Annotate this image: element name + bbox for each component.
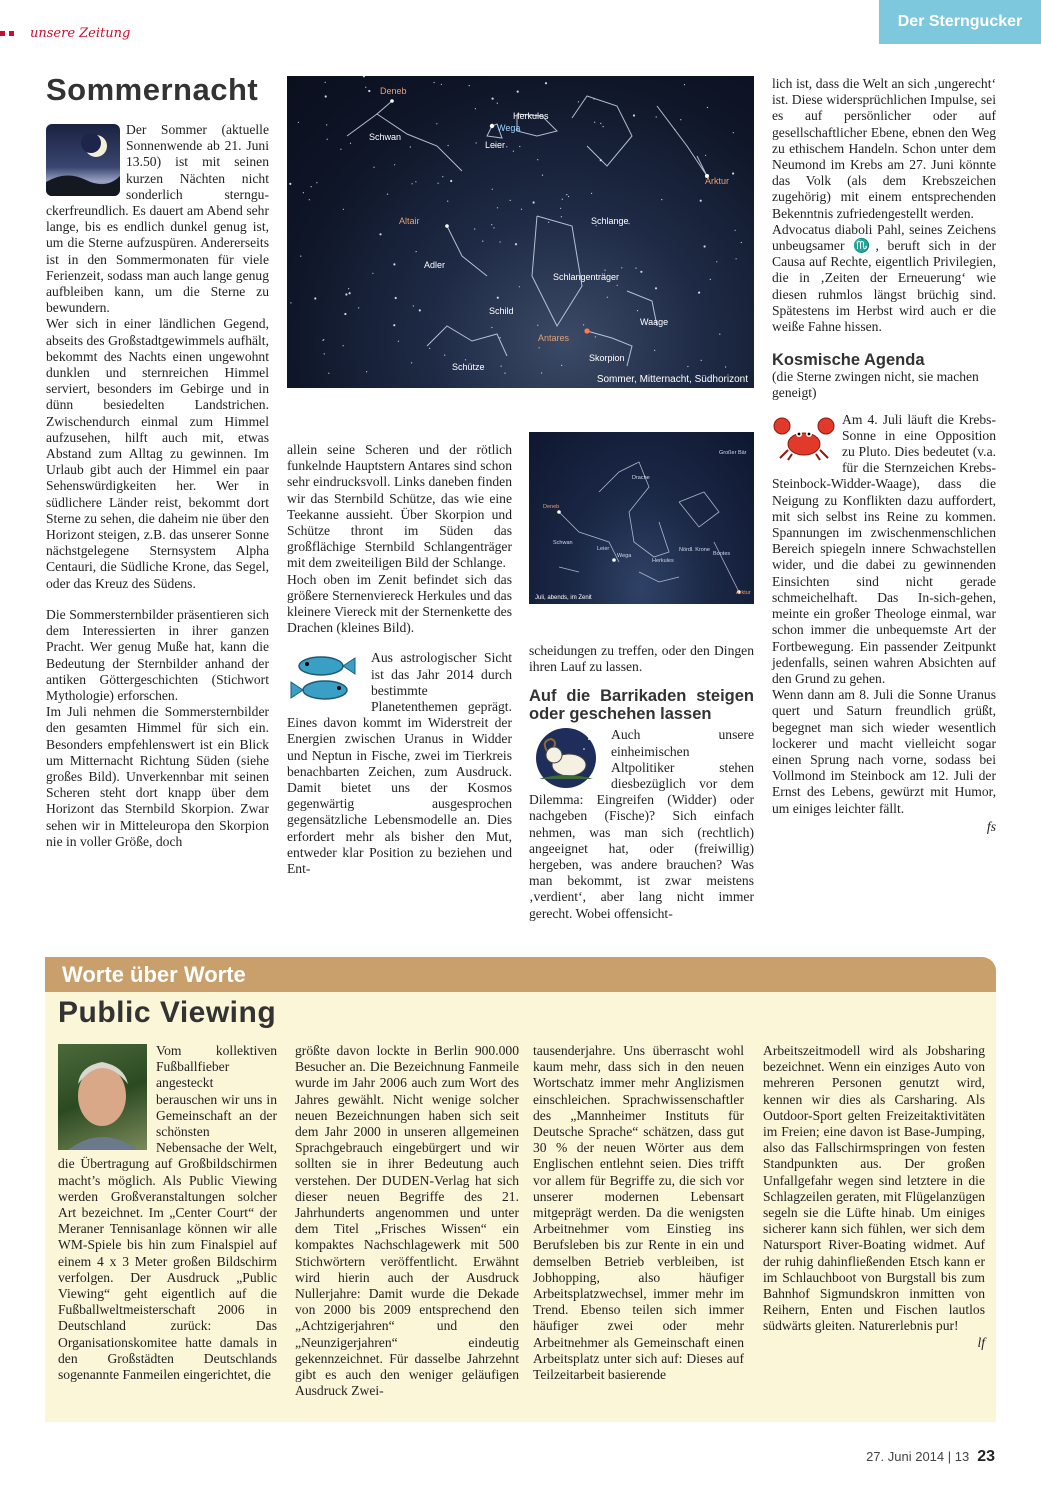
star bbox=[436, 123, 437, 124]
star bbox=[491, 327, 492, 328]
star bbox=[325, 95, 327, 97]
star bbox=[633, 114, 635, 116]
star bbox=[493, 227, 494, 228]
star bbox=[661, 199, 662, 200]
star bbox=[328, 373, 329, 374]
sky-label: Skorpion bbox=[589, 353, 625, 363]
star bbox=[656, 116, 657, 117]
paragraph: scheidungen zu treffen, oder den Dingen ihren Lauf zu lassen. bbox=[529, 643, 754, 675]
star bbox=[519, 146, 520, 147]
paragraph: tausenderjahre. Uns überrascht wohl kaum mehr, dass sich in den neuen Wortschatz immer mehr Anglizismen einschleichen. Sprachwissenschaftler des „Mannheimer Instituts für Deutsche Sprache“ schätzen, dass gut 30 % der neuen Wörter aus dem Englischen entlehnt seien. Dies trifft vor allem für Begriffe zu, die sich vor unserer modernen Lebensart mitgeprägt werden. Da die wenigsten Arbeitnehmer vom Einstieg ins Berufsleben bis zur Rente in ein und demselben Betrieb verbleiben, ist Jobhopping, also häufiger Arbeitsplatzwechsel, immer mehr im Trend. Ebenso teilen sich immer häufiger zwei oder mehr Arbeitnehmer als Gemeinschaft einen Arbeitsplatz unter sich auf: Dieses auf Teilzeitarbeit basierende bbox=[533, 1043, 744, 1383]
sky-label: Herkules bbox=[652, 558, 674, 564]
subheading: Kosmische Agenda bbox=[772, 351, 925, 370]
star bbox=[591, 193, 592, 194]
star bbox=[710, 279, 711, 280]
paragraph: lich ist, dass die Welt an sich ‚ungerecht‘ ist. Diese widersprüchlichen Impulse, sei es auf persönlicher oder auf gesellschaftlicher Ebene, ebnen den Weg zu ethischem Handeln. Schon unter dem Neumond im Krebs am 27. Juni könnte das Volk (als dem Krebszeichen zugehörig) mit einem entsprechenden Bekenntnis zufriedengestellt werden. bbox=[772, 76, 996, 221]
star bbox=[411, 362, 412, 363]
star bbox=[500, 241, 501, 242]
sky-label: Arktur bbox=[736, 590, 751, 596]
star bbox=[701, 360, 702, 361]
sky-label: Bootes bbox=[713, 551, 731, 557]
star bbox=[416, 251, 417, 252]
star bbox=[704, 245, 706, 247]
paragraph: Der Sommer (aktuelle Sonnenwende ab 21. Juni 13.50) ist mit seinen kurzen Nächten nicht sonderlich sternguckerfreundlich. Es dauert am Abend sehr lange, bis es endlich dunkel genug ist, um die Sterne aufzuspüren. Andererseits ist in den Sommermonaten für viele Ferienzeit, sodass man auch lange genug aufbleiben kann, um die Sterne zu bewundern. bbox=[46, 122, 269, 316]
sky-label: Arktur bbox=[705, 176, 730, 186]
star bbox=[655, 287, 657, 289]
article-column-4 bbox=[772, 76, 996, 835]
star bbox=[735, 230, 736, 231]
star bbox=[492, 189, 493, 190]
star bbox=[684, 84, 685, 85]
star bbox=[600, 159, 602, 161]
star bbox=[395, 297, 397, 299]
star bbox=[448, 145, 449, 146]
paragraph: Auch unsere einheimischen Altpolitiker stehen diesbezüglich vor dem Dilemma: Eingreifen (Widder) oder nachgeben (Fische)? Sich einfach nehmen, was man sich (rechtlich) angeeignet hat, oder (freiwillig) hergeben, was andere brauchen? Was man bekommt, ist zwar meistens ‚verdient‘, aber lang nicht immer gerecht. Wobei offensicht- bbox=[529, 727, 754, 921]
paragraph: Am 4. Juli läuft die Krebs-Sonne in eine Opposition zu Pluto. Dies bedeutet (v.a. für die Sternzeichen Krebs-Steinbock-Widder-Waage), dass die Neigung zu Konflikten dazu auffordert, mit sich selbst ins Reine zu kommen. Spannungen im zwischenmenschlichen Bereich spiegeln innere Schwachstellen wider, und die dabei zu gewinnenden Einsichten sind nicht gerade schmeichelhaft. Das In-sich-gehen, meinte ein großer Theologe einmal, war schon immer die unbequemste Art der Fortbewegung. Ein passender Zeitpunkt jedenfalls, seinen wahren Absichten auf den Grund zu gehen. bbox=[772, 411, 996, 686]
paragraph: Advocatus diaboli Pahl, seines Zeichens unbeugsamer ♏, beruft sich in der Causa auf Rechte, eigentlich Privilegien, die in ‚Zeiten der Erneuerung‘ wie diesen ruhmlos längst brüchig sind. Spätestens im Herbst wird auch er die weiße Fahne hissen. bbox=[772, 221, 996, 335]
star bbox=[500, 337, 501, 338]
july-sky-map-zenith bbox=[529, 432, 754, 604]
red-square-icon bbox=[9, 31, 14, 36]
star bbox=[350, 143, 351, 144]
box-kicker: Worte über Worte bbox=[62, 962, 246, 987]
star bbox=[358, 307, 359, 308]
star bbox=[604, 270, 605, 271]
star bbox=[537, 325, 538, 326]
summer-sky-map-south bbox=[287, 76, 754, 388]
star bbox=[438, 183, 439, 184]
article-column-2 bbox=[287, 442, 512, 877]
star bbox=[595, 336, 596, 337]
star bbox=[566, 194, 567, 195]
star bbox=[561, 365, 562, 366]
sky-label: Deneb bbox=[543, 504, 560, 510]
star bbox=[515, 243, 517, 245]
paragraph: Arbeitszeitmodell wird als Jobsharing bezeichnet. Wenn ein einziges Auto von mehreren Personen genutzt wird, kennen wir dies als Carsharing. Als Outdoor-Sport gelten Freizeitaktivitäten im Freien; eine davon ist Base-Jumping, also das Fallschirmspringen von festen Standpunkten aus. Der großen Unfallgefahr wegen sind letztere in die Schlagzeilen geraten, mit Flügelanzügen segeln sie die Lüfte hinab. Um einiges sicherer kann sich fühlen, wer sich dem Natursport River-Boating widmet. Auf der ruhig dahinfließenden Etsch kann er im Schlauchboot von Burgstall bis zum Bahnhof Sigmundskron inmitten von Reihern, Enten und Fischen lautlos südwärts gleiten. Naturerlebnis pur! bbox=[763, 1043, 985, 1334]
paragraph: Wer sich in einer ländlichen Gegend, abseits des Großstadtgewimmels aufhält, bekommt des Nachts einen ungewohnt dunklen und sternreichen Himmel serviert, besonders im Gebirge und in dünn besiedelten Landstrichen. Zwischendurch einmal zum Himmel aufzusehen, hilft auch mit, etwas Abstand zum Alltag zu gewinnen. Im Urlaub gibt auch der Himmel ein paar Sehenswürdigkeiten her. Wer in südlichere Länder reist, bekommt dort Sterne zu sehen, die daheim nie über den Horizont steigen, z.B. das unserer Sonne nächstgelegene Sternsystem Alpha Centauri, die Südliche Krone, das Segel, oder das Kreuz des Südens. bbox=[46, 316, 269, 591]
star bbox=[343, 209, 344, 210]
star bbox=[716, 261, 717, 262]
star bbox=[345, 293, 347, 295]
box-column-4 bbox=[763, 1043, 985, 1351]
star bbox=[311, 186, 312, 187]
star bbox=[705, 155, 706, 156]
paragraph: Vom kollektiven Fußballfieber angesteckt berauschen wir uns in Gemeinschaft an der schönsten Nebensache der Welt, die Übertragung auf Großbildschirmen macht’s möglich. Als Public Viewing werden Großveranstaltungen solcher Art bezeichnet. Im „Center Court“ der Meraner Tennisanlage können wir alle WM-Spiele bis hin zum Finalspiel auf einem 4 x 3 Meter großen Bildschirm verfolgen. Der Ausdruck „Public Viewing“ geht eigentlich auf die Fußballweltmeisterschaft 2006 in Deutschland zurück: Das Organisationskomitee hatte damals in den Großstädten Deutschlands sogenannte Fanmeilen eingerichtet, die bbox=[58, 1043, 277, 1383]
sky-label: Schwan bbox=[369, 132, 402, 142]
sky-label: Leier bbox=[485, 140, 506, 150]
page-number: 23 bbox=[977, 1448, 995, 1465]
star bbox=[497, 297, 499, 299]
star bbox=[680, 119, 681, 120]
star bbox=[393, 324, 395, 326]
page-footer bbox=[866, 1448, 995, 1466]
star bbox=[504, 373, 505, 374]
star bbox=[415, 181, 416, 182]
star bbox=[474, 228, 475, 229]
star bbox=[517, 91, 519, 93]
star bbox=[698, 292, 700, 294]
subheading: Auf die Barrikaden steigen oder geschehen lassen bbox=[529, 687, 754, 724]
star bbox=[442, 176, 443, 177]
masthead-logo bbox=[0, 24, 130, 46]
star bbox=[419, 309, 421, 311]
sky-label: Antares bbox=[538, 333, 570, 343]
star bbox=[366, 371, 367, 372]
star bbox=[674, 129, 675, 130]
star bbox=[412, 183, 413, 184]
star bbox=[506, 146, 507, 147]
star bbox=[475, 108, 476, 109]
star bbox=[541, 372, 542, 373]
sky-label: Schütze bbox=[452, 362, 485, 372]
box-title: Public Viewing bbox=[58, 996, 277, 1029]
star bbox=[387, 194, 388, 195]
star bbox=[327, 139, 328, 140]
red-square-icon bbox=[0, 31, 5, 36]
box-column-3 bbox=[533, 1043, 744, 1383]
article-title: Sommernacht bbox=[46, 72, 259, 107]
star bbox=[393, 263, 395, 265]
star bbox=[733, 132, 734, 133]
sky-map-caption: Juli, abends, im Zenit bbox=[535, 595, 592, 601]
sky-label: Altair bbox=[399, 216, 420, 226]
star bbox=[465, 359, 466, 360]
sky-label: Wega bbox=[497, 123, 521, 133]
sky-label: Großer Bär bbox=[719, 450, 747, 456]
star bbox=[491, 224, 492, 225]
star bbox=[298, 122, 299, 123]
star bbox=[561, 216, 562, 217]
star bbox=[314, 297, 316, 299]
star bbox=[326, 124, 327, 125]
star bbox=[568, 196, 569, 197]
star bbox=[429, 348, 430, 349]
star bbox=[309, 199, 310, 200]
star bbox=[316, 182, 317, 183]
star bbox=[732, 172, 734, 174]
star bbox=[533, 201, 535, 203]
star bbox=[413, 305, 414, 306]
star bbox=[492, 98, 494, 100]
paragraph: allein seine Scheren und der rötlich funkelnde Hauptstern Antares sind schon sehr eindrucksvoll. Links daneben finden wir das Sternbild Schütze, das wie eine Teekanne aussieht. Über Skorpion und Schütze thront im Süden das großflächige Sternbild Schlangenträger mit dem zweiteiligen Bild der Schlange. bbox=[287, 442, 512, 571]
star bbox=[687, 366, 688, 367]
star bbox=[603, 126, 604, 127]
star bbox=[482, 241, 483, 242]
paragraph: Aus astrologischer Sicht ist das Jahr 2014 durch bestimmte Planetenthemen geprägt. Eines davon kommt im Widerstreit der Energien zwischen Uranus in Widder und Neptun in Fische, zwei im Tierkreis benachbarten Zeichen, zum Ausdruck. Damit bietet uns der Kosmos gegenwärtig ausgesprochen gegensätzliche Lebensmodelle an. Dies erfordert mehr als bisher den Mut, entweder klar Position zu beziehen und Ent- bbox=[287, 650, 512, 877]
star bbox=[340, 149, 341, 150]
sky-label: Nördl. Krone bbox=[679, 547, 710, 553]
sky-label: Drache bbox=[632, 475, 650, 481]
pisces-icon bbox=[287, 650, 367, 712]
star bbox=[617, 285, 618, 286]
star bbox=[394, 164, 395, 165]
star bbox=[398, 341, 399, 342]
sky-label: Schlange bbox=[591, 216, 629, 226]
paragraph: Die Sommersternbilder präsentieren sich dem Interessierten in ihrer ganzen Pracht. Wer genug Muße hat, kann die Bedeutung der Sternbilder anhand der antiken Göttergeschichten (Stichwort Mythologie) erforschen. bbox=[46, 606, 269, 703]
star bbox=[545, 82, 547, 84]
author-signature: fs bbox=[986, 818, 996, 834]
star bbox=[621, 267, 622, 268]
star bbox=[593, 98, 594, 99]
box-column-1 bbox=[58, 1043, 277, 1383]
star bbox=[497, 103, 498, 104]
star bbox=[513, 151, 514, 152]
star bbox=[325, 82, 326, 83]
star bbox=[444, 355, 445, 356]
star bbox=[510, 200, 511, 201]
star bbox=[450, 180, 452, 182]
author-signature: lf bbox=[977, 1334, 985, 1350]
sky-label: Waage bbox=[640, 317, 669, 327]
star bbox=[637, 310, 638, 311]
star bbox=[707, 107, 708, 108]
star bbox=[343, 345, 344, 346]
paragraph: größte davon lockte in Berlin 900.000 Besucher an. Die Bezeichnung Fanmeile wurde im Jahr 2006 auch zum Wort des Jahres gewählt. Nicht wenige solcher neuen Bezeichnungen haben sich seit dem Jahr 2000 in unseren allgemeinen Sprachgebrauch eingebürgert und wir sollten sie in ihrer Bedeutung auch verstehen. Der DUDEN-Verlag hat sich dieser neuen Begriffe des 21. Jahrhunderts angenommen und unter dem Titel „Frisches Wissen“ ein kompaktes Nachschlagewerk mit 500 Stichwörtern veröffentlicht. Erwähnt wird hierin auch der Ausdruck Nullerjahre: Damit wurde die Dekade von 2000 bis 2009 entsprechend den „Achtzigerjahren“ und den „Neunzigerjahren“ eindeutig gekennzeichnet. Für dasselbe Jahrzehnt gibt es auch den weniger geläufigen Ausdruck Zwei- bbox=[295, 1043, 519, 1399]
sky-label: Deneb bbox=[380, 86, 407, 96]
sky-label: Wega bbox=[617, 553, 632, 559]
logo-text: unsere Zeitung bbox=[30, 25, 131, 41]
star bbox=[539, 347, 540, 348]
paragraph: Wenn dann am 8. Juli die Sonne Uranus quert und Saturn freundlich grüßt, begegnet man sich wieder wesentlich lockerer und macht vielleicht sogar einen Sprung nach vorne, sodass bei Vollmond im Steinbock am 12. Juli der Ernst des Lebens, gewürzt mit Humor, um einiges leichter fällt. bbox=[772, 687, 996, 816]
star bbox=[348, 288, 349, 289]
star bbox=[741, 242, 742, 243]
box-header-band bbox=[45, 957, 996, 992]
aries-icon bbox=[529, 727, 607, 791]
star bbox=[303, 192, 304, 193]
star bbox=[373, 167, 374, 168]
star bbox=[537, 159, 538, 160]
star bbox=[628, 223, 629, 224]
star bbox=[324, 353, 325, 354]
section-tag: Der Sterngucker bbox=[879, 0, 1041, 44]
star bbox=[447, 201, 448, 202]
sky-map-caption: Sommer, Mitternacht, Südhorizont bbox=[596, 374, 748, 385]
star bbox=[363, 76, 365, 77]
star bbox=[562, 199, 563, 200]
star bbox=[349, 292, 351, 294]
star bbox=[725, 366, 726, 367]
paragraph: Hoch oben im Zenit befindet sich das größere Sternenviereck Herkules und das kleinere Viereck mit der Sternenkette des Drachen (kleines Bild). bbox=[287, 571, 512, 636]
star bbox=[469, 85, 470, 86]
paragraph: Im Juli nehmen die Sommersternbilder den gesamten Himmel für sich ein. Besonders empfehlenswert ist ein Blick um Mitternacht Richtung Süden (siehe großes Bild). Unverkennbar mit seinen Scheren steht dort knapp über dem Horizont das Sternbild Skorpion. Zwar sehen wir in Mitteleuropa den Skorpion nie in voller Größe, doch bbox=[46, 704, 269, 849]
star bbox=[578, 101, 579, 102]
sky-label: Adler bbox=[424, 260, 446, 270]
star bbox=[635, 268, 636, 269]
star bbox=[476, 142, 477, 143]
cancer-crab-icon bbox=[772, 412, 838, 464]
sky-label: Herkules bbox=[513, 111, 549, 121]
star bbox=[607, 297, 608, 298]
sky-label: Schild bbox=[489, 306, 514, 316]
star bbox=[700, 200, 702, 202]
article-column-3 bbox=[529, 643, 754, 922]
star bbox=[521, 209, 522, 210]
star bbox=[497, 207, 498, 208]
star bbox=[434, 82, 435, 83]
star bbox=[600, 123, 601, 124]
star bbox=[368, 90, 370, 92]
star bbox=[583, 324, 584, 325]
star bbox=[542, 175, 543, 176]
star bbox=[594, 122, 595, 123]
star bbox=[322, 340, 323, 341]
star bbox=[289, 183, 291, 185]
star bbox=[548, 222, 549, 223]
article-column-1 bbox=[46, 122, 269, 850]
star bbox=[300, 256, 301, 257]
star bbox=[365, 87, 366, 88]
star bbox=[290, 302, 291, 303]
star bbox=[560, 208, 561, 209]
issue-date: 27. Juni 2014 | 13 bbox=[866, 1449, 970, 1464]
box-column-2 bbox=[295, 1043, 519, 1399]
star bbox=[441, 84, 442, 85]
star bbox=[640, 271, 642, 273]
star bbox=[654, 350, 655, 351]
star bbox=[519, 286, 520, 287]
star bbox=[719, 334, 720, 335]
sky-label: Leier bbox=[597, 546, 610, 552]
star bbox=[501, 366, 502, 367]
star bbox=[736, 258, 737, 259]
star bbox=[379, 233, 381, 235]
star bbox=[372, 273, 373, 274]
subheading-note: (die Sterne zwingen nicht, sie machen geneigt) bbox=[772, 369, 979, 401]
star bbox=[410, 146, 411, 147]
sky-label: Schwan bbox=[553, 540, 573, 546]
sky-label: Schlangenträger bbox=[553, 272, 620, 282]
star bbox=[344, 313, 346, 315]
